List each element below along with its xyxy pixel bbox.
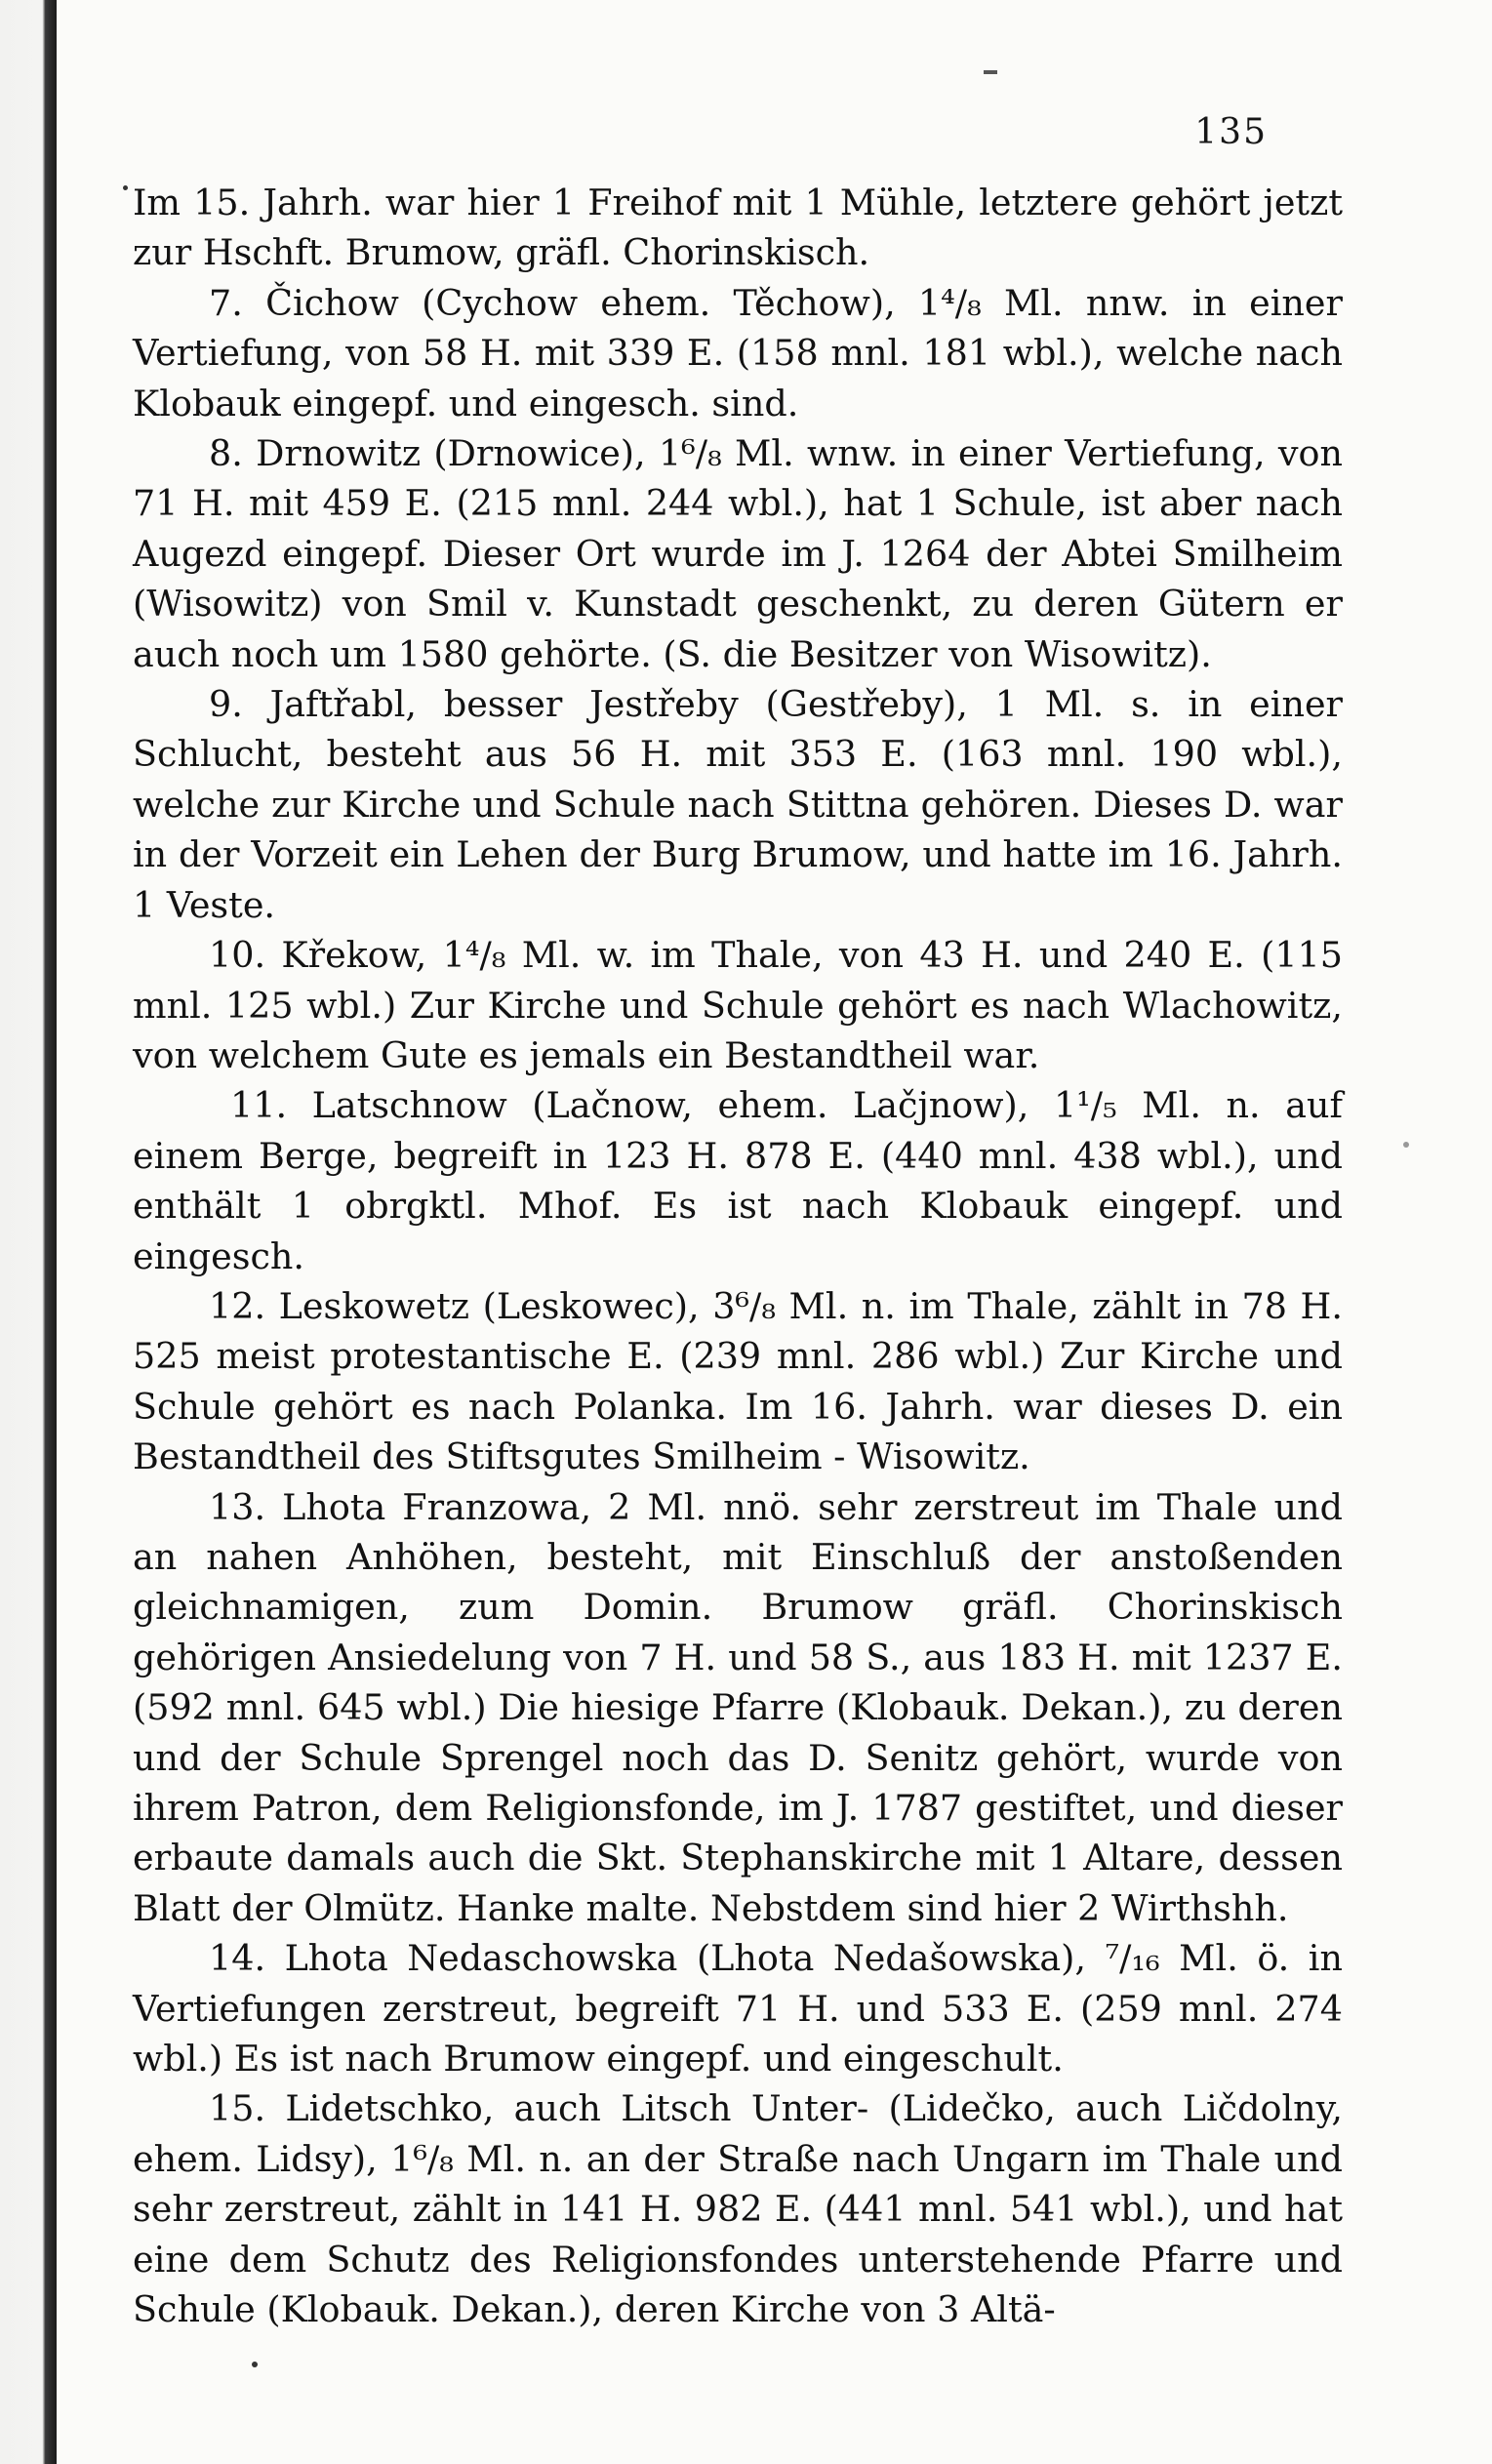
paragraph: 7. Čichow (Cychow ehem. Těchow), 1⁴/₈ Ml. nnw. in einer Vertiefung, von 58 H. mit 339 E. (158 mnl. 181 wbl.), welche nach Klobauk eingepf. und eingesch. sind.	[133, 281, 1343, 424]
body-text	[133, 178, 1343, 2334]
scan-speck	[1403, 1142, 1409, 1148]
book-page	[57, 0, 1492, 2464]
paragraph: 12. Leskowetz (Leskowec), 3⁶/₈ Ml. n. im Thale, zählt in 78 H. 525 meist protestantische E. (239 mnl. 286 wbl.) Zur Kirche und Schule gehört es nach Polanka. Im 16. Jahrh. war dieses D. ein Bestandtheil des Stiftsgutes Smilheim - Wisowitz.	[133, 1284, 1343, 1478]
paragraph: 13. Lhota Franzowa, 2 Ml. nnö. sehr zerstreut im Thale und an nahen Anhöhen, besteht, mit Einschluß der anstoßenden gleichnamigen, zum Domin. Brumow gräfl. Chorinskisch gehörigen Ansiedelung von 7 H. und 58 S., aus 183 H. mit 1237 E. (592 mnl. 645 wbl.) Die hiesige Pfarre (Klobauk. Dekan.), zu deren und der Schule Sprengel noch das D. Senitz gehört, wurde von ihrem Patron, dem Religionsfonde, im J. 1787 gestiftet, und dieser erbaute damals auch die Skt. Stephanskirche mit 1 Altare, dessen Blatt der Olmütz. Hanke malte. Nebstdem sind hier 2 Wirthshh.	[133, 1485, 1343, 1929]
paragraph: 8. Drnowitz (Drnowice), 1⁶/₈ Ml. wnw. in einer Vertiefung, von 71 H. mit 459 E. (215 mnl. 244 wbl.), hat 1 Schule, ist aber nach Augezd eingepf. Dieser Ort wurde im J. 1264 der Abtei Smilheim (Wisowitz) von Smil v. Kunstadt geschenkt, zu deren Gütern er auch noch um 1580 gehörte. (S. die Besitzer von Wisowitz).	[133, 432, 1343, 675]
scan-speck	[252, 2362, 258, 2367]
facing-page-edge	[0, 0, 57, 2464]
paragraph: 10. Křekow, 1⁴/₈ Ml. w. im Thale, von 43 H. und 240 E. (115 mnl. 125 wbl.) Zur Kirche und Schule gehört es nach Wlachowitz, von welchem Gute es jemals ein Bestandtheil war.	[133, 934, 1343, 1076]
paragraph: 9. Jaftřabl, besser Jestřeby (Gestřeby), 1 Ml. s. in einer Schlucht, besteht aus 56 H. mit 353 E. (163 mnl. 190 wbl.), welche zur Kirche und Schule nach Stittna gehören. Dieses D. war in der Vorzeit ein Lehen der Burg Brumow, und hatte im 16. Jahrh. 1 Veste.	[133, 683, 1343, 926]
paragraph: 14. Lhota Nedaschowska (Lhota Nedašowska), ⁷/₁₆ Ml. ö. in Vertiefungen zerstreut, begreift 71 H. und 533 E. (259 mnl. 274 wbl.) Es ist nach Brumow eingepf. und eingeschult.	[133, 1937, 1343, 2080]
scan-speck	[123, 185, 128, 190]
paragraph: 15. Lidetschko, auch Litsch Unter- (Lidečko, auch Ličdolny, ehem. Lidsy), 1⁶/₈ Ml. n. an der Straße nach Ungarn im Thale und sehr zerstreut, zählt in 141 H. 982 E. (441 mnl. 541 wbl.), und hat eine dem Schutz des Religionsfondes unterstehende Pfarre und Schule (Klobauk. Dekan.), deren Kirche von 3 Altä-	[133, 2087, 1343, 2331]
page-number: 135	[1194, 112, 1268, 152]
paragraph: Im 15. Jahrh. war hier 1 Freihof mit 1 Mühle, letztere gehört jetzt zur Hschft. Brumow, gräfl. Chorinskisch.	[133, 182, 1343, 274]
scan-mark	[984, 70, 997, 74]
paragraph: 11. Latschnow (Lačnow, ehem. Lačjnow), 1¹/₅ Ml. n. auf einem Berge, begreift in 123 H. 878 E. (440 mnl. 438 wbl.), und enthält 1 obrgktl. Mhof. Es ist nach Klobauk eingepf. und eingesch.	[133, 1084, 1343, 1277]
